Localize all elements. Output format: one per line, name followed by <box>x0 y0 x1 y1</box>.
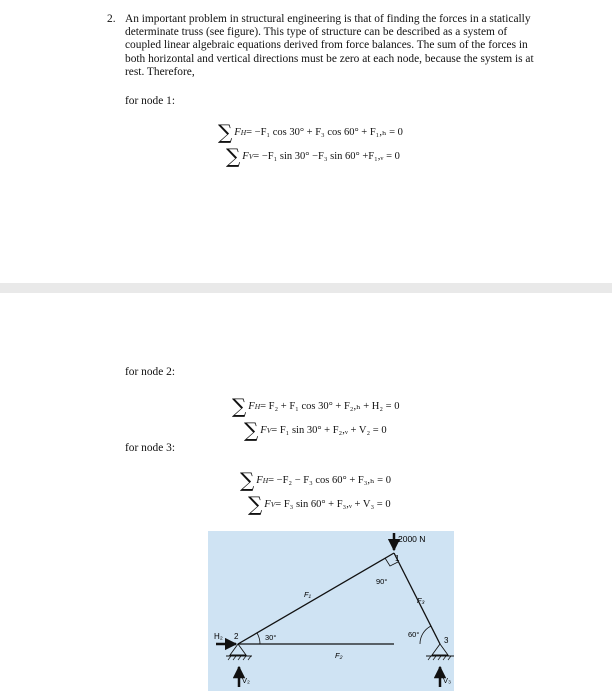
problem-number: 2. <box>107 13 116 25</box>
v2-label: V₂ <box>242 676 250 685</box>
angle-top-label: 90° <box>376 577 388 586</box>
node3-eq-horizontal <box>240 468 391 492</box>
v3-label: V₃ <box>443 676 452 685</box>
eq-rhs: = F₃ sin 60° + F₃,ᵥ + V₃ = 0 <box>275 498 391 510</box>
eq-symbol: F <box>256 474 263 486</box>
eq-rhs: = −F₁ cos 30° + F₃ cos 60° + F₁,ₕ = 0 <box>246 127 403 138</box>
node2-label: for node 2: <box>125 366 175 378</box>
node-2-label: 2 <box>234 632 239 641</box>
sum-icon: ∑ <box>218 120 233 144</box>
node-3-label: 3 <box>444 636 449 645</box>
angle-left-label: 30° <box>265 633 277 642</box>
load-label: 2000 N <box>398 534 426 544</box>
member-f3-label: F₃ <box>417 596 425 605</box>
eq-subscript: H <box>254 401 261 411</box>
node1-eq-horizontal <box>218 120 403 144</box>
truss-figure <box>208 531 454 691</box>
node2-eq-vertical <box>244 418 387 442</box>
eq-subscript: V <box>248 151 254 161</box>
node2-eq-horizontal <box>232 394 400 418</box>
eq-subscript: H <box>240 127 247 137</box>
sum-icon: ∑ <box>244 418 259 442</box>
sum-icon: ∑ <box>226 144 241 168</box>
eq-symbol: F <box>248 400 255 412</box>
eq-rhs: = F₁ sin 30° + F₂,ᵥ + V₂ = 0 <box>271 424 387 436</box>
member-f2-label: F₂ <box>335 651 343 660</box>
node3-eq-vertical <box>248 492 391 516</box>
h2-label: H₂ <box>214 632 223 641</box>
card-separator <box>0 283 612 293</box>
angle-right-label: 60° <box>408 630 420 639</box>
sum-icon: ∑ <box>232 394 247 418</box>
figure-background <box>208 531 454 691</box>
eq-symbol: F <box>260 424 267 436</box>
member-f1-label: F₁ <box>304 590 311 599</box>
node1-label: for node 1: <box>125 95 175 107</box>
eq-rhs: = −F₁ sin 30° −F₃ sin 60° +F₁,ᵥ = 0 <box>253 150 400 162</box>
eq-rhs: = F₂ + F₁ cos 30° + F₂,ₕ + H₂ = 0 <box>260 401 400 412</box>
eq-symbol: F <box>264 498 271 510</box>
eq-subscript: H <box>262 475 269 485</box>
node1-eq-vertical <box>226 144 400 168</box>
eq-subscript: V <box>266 425 272 435</box>
node-1-label: 1 <box>395 554 400 563</box>
eq-rhs: = −F₂ − F₃ cos 60° + F₃,ₕ = 0 <box>268 475 391 486</box>
eq-symbol: F <box>242 150 249 162</box>
eq-symbol: F <box>234 126 241 138</box>
sum-icon: ∑ <box>240 468 255 492</box>
sum-icon: ∑ <box>248 492 263 516</box>
node3-label: for node 3: <box>125 442 175 454</box>
eq-subscript: V <box>270 499 276 509</box>
problem-statement: An important problem in structural engineering is that of finding the forces in a statically determinate truss (see figure). This type of structure can be described as a system of coupled linear algebraic equations derived from force balances. The sum of the forces in both horizontal and vertical directions must be zero at each node, because the system is at rest. Therefore, <box>125 13 534 78</box>
